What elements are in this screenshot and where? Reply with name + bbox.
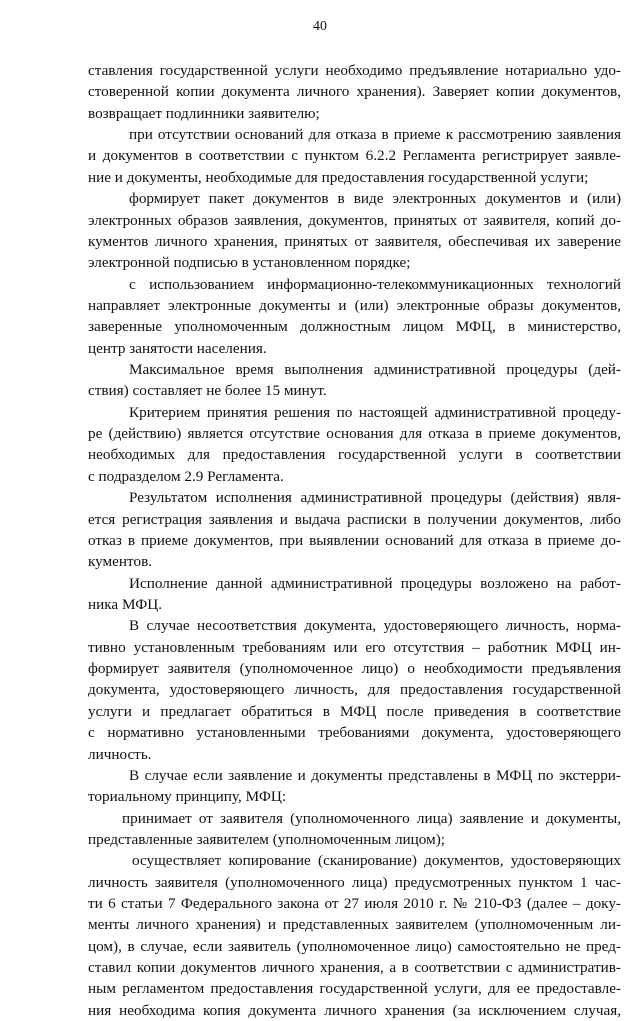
- text-line: Максимальное время выполнения административной процедуры (дей-: [129, 361, 621, 379]
- text-line: менты личного хранения) и представленных заявителем (уполномоченным ли-: [88, 916, 621, 934]
- text-line: электронной подписью в установленном порядке;: [88, 254, 411, 272]
- text-line: возвращает подлинники заявителю;: [88, 104, 320, 122]
- text-line: цом), в случае, если заявитель (уполномоченное лицо) самостоятельно не пред-: [88, 937, 621, 955]
- text-line: с подразделом 2.9 Регламента.: [88, 467, 284, 485]
- text-line: представленные заявителем (уполномоченным лицом);: [88, 830, 445, 848]
- text-line: заверенные уполномоченным должностным лицом МФЦ, в министерство,: [88, 318, 621, 336]
- text-line: ется регистрация заявления и выдача расписки в получении документов, либо: [88, 510, 621, 528]
- text-line: центр занятости населения.: [88, 339, 267, 357]
- text-line: и документов в соответствии с пунктом 6.2.2 Регламента регистрирует заявле-: [88, 147, 621, 165]
- text-line: направляет электронные документы и (или) электронные образы документов,: [88, 296, 621, 314]
- text-line: тивно установленным требованиям или его отсутствия – работник МФЦ ин-: [88, 638, 621, 656]
- text-line: Результатом исполнения административной процедуры (действия) явля-: [129, 489, 621, 507]
- text-line: с нормативно установленными требованиями документа, удостоверяющего: [88, 724, 621, 742]
- text-line: ние и документы, необходимые для предоставления государственной услуги;: [88, 168, 589, 186]
- text-line: В случае если заявление и документы представлены в МФЦ по экстерри-: [129, 766, 621, 784]
- text-line: Критерием принятия решения по настоящей административной процеду-: [129, 403, 621, 421]
- text-line: личность заявителя (уполномоченного лица) предусмотренных пунктом 1 час-: [88, 873, 621, 891]
- text-line: кументов.: [88, 553, 153, 571]
- text-line: ставления государственной услуги необходимо предъявление нотариально удо-: [88, 62, 621, 79]
- text-line: В случае несоответствия документа, удостоверяющего личность, норма-: [129, 617, 621, 635]
- text-line: при отсутствии оснований для отказа в приеме к рассмотрению заявления: [129, 126, 621, 144]
- text-line: ре (действию) является отсутствие основания для отказа в приеме документов,: [88, 425, 621, 443]
- text-line: ния необходима копия документа личного хранения (за исключением случая,: [88, 1001, 621, 1019]
- text-line: Исполнение данной административной процедуры возложено на работ-: [129, 574, 621, 592]
- text-line: стоверенной копии документа личного хранения). Заверяет копии документов,: [88, 83, 621, 101]
- text-line: осуществляет копирование (сканирование) документов, удостоверяющих: [132, 852, 621, 870]
- text-line: документа, удостоверяющего личность, для предоставления государственной: [88, 681, 621, 699]
- text-line: услуги и предлагает обратиться в МФЦ после приведения в соответствие: [88, 702, 621, 720]
- text-line: ника МФЦ.: [88, 595, 163, 613]
- text-line: электронных образов заявления, документов, принятых от заявителя, копий до-: [88, 211, 621, 229]
- text-line: ствия) составляет не более 15 минут.: [88, 382, 327, 400]
- text-line: формирует заявителя (уполномоченное лицо) о необходимости предъявления: [88, 660, 621, 678]
- text-line: личность.: [88, 745, 152, 763]
- text-line: ставил копии документов личного хранения, а в соответствии с административ-: [88, 959, 621, 977]
- text-line: ториальному принципу, МФЦ:: [88, 788, 287, 806]
- document-body: [88, 60, 621, 1021]
- text-line: отказ в приеме документов, при выявлении оснований для отказа в приеме до-: [88, 531, 621, 549]
- text-line: ти 6 статьи 7 Федерального закона от 27 июля 2010 г. № 210-ФЗ (далее – доку-: [88, 895, 621, 913]
- text-line: ным регламентом предоставления государственной услуги, для ее предоставле-: [88, 980, 621, 998]
- text-line: формирует пакет документов в виде электронных документов и (или): [129, 190, 621, 208]
- page-number: 40: [313, 19, 327, 34]
- text-line: принимает от заявителя (уполномоченного лица) заявление и документы,: [122, 809, 621, 827]
- text-line: с использованием информационно-телекоммуникационных технологий: [129, 275, 621, 293]
- text-line: кументов личного хранения, принятых от заявителя, обеспечивая их заверение: [88, 232, 621, 250]
- text-line: необходимых для предоставления государственной услуги в соответствии: [88, 446, 621, 464]
